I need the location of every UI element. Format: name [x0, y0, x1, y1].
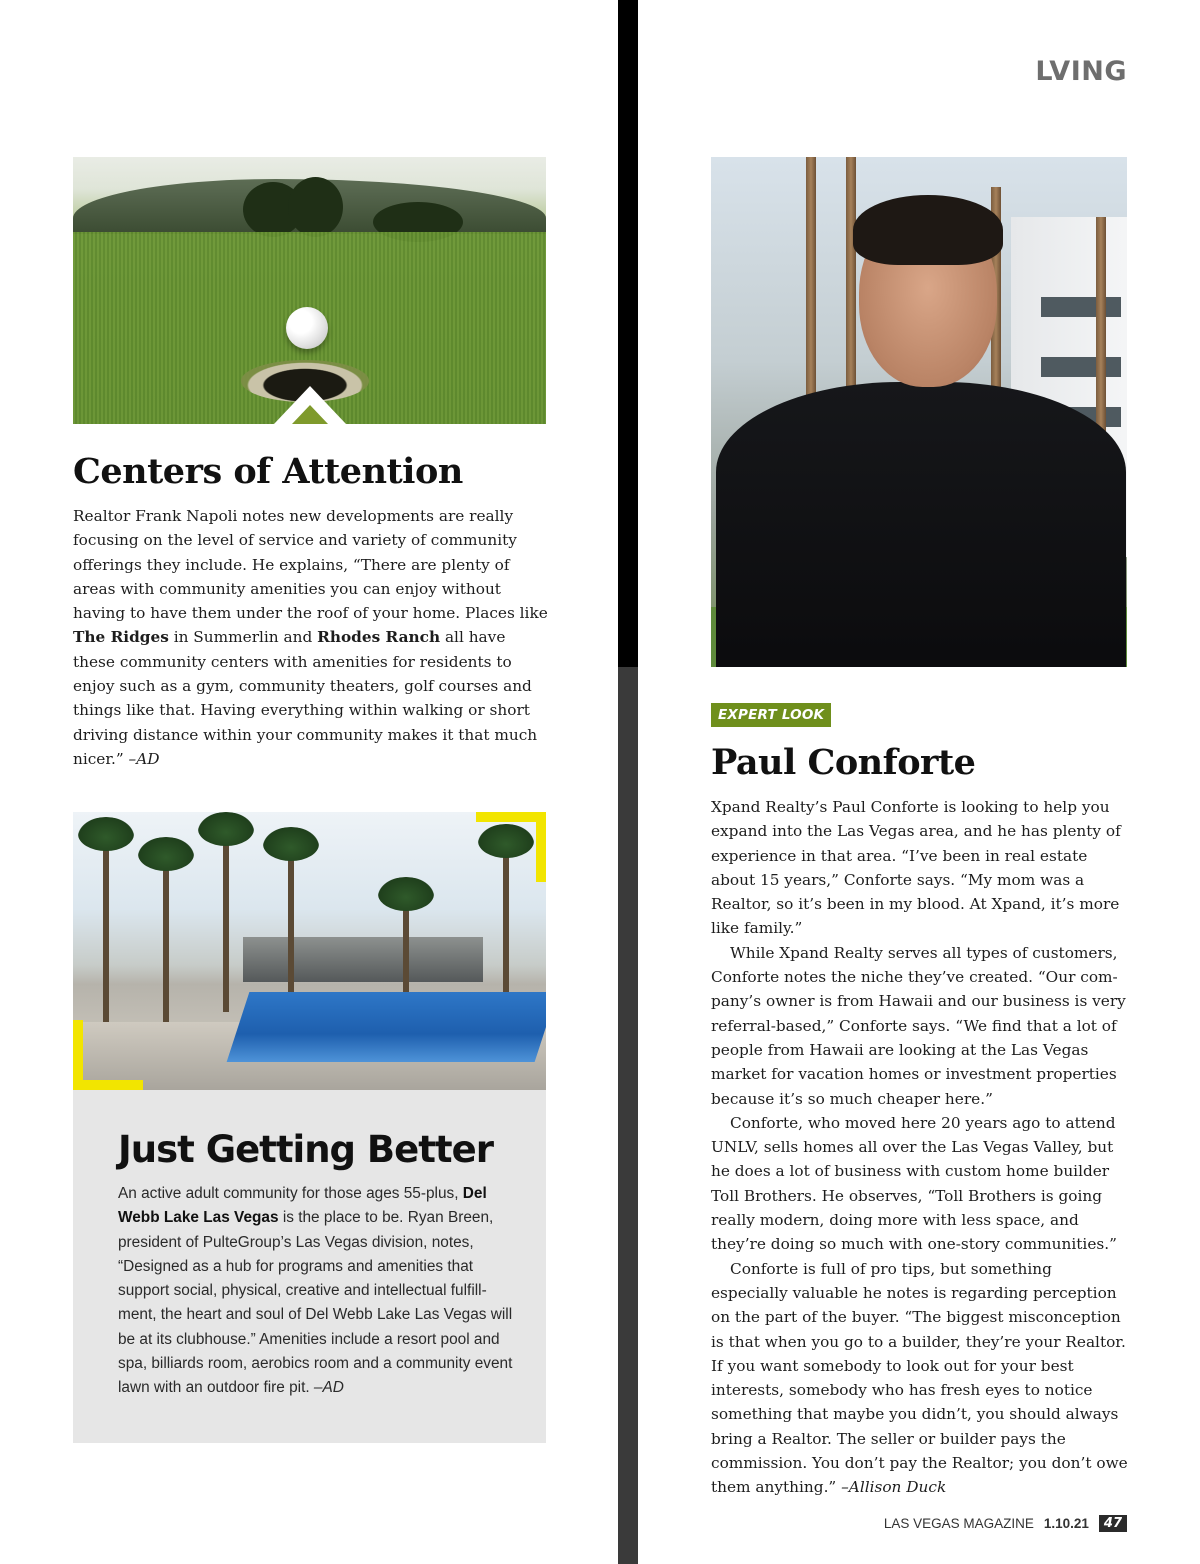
- yellow-corner-accent: [536, 812, 546, 882]
- resort-pool-photo: [73, 812, 546, 1090]
- photo-palm-frond: [378, 877, 434, 911]
- article-body-better: [118, 1182, 513, 1401]
- publication-name: LAS VEGAS MAGAZINE: [883, 1516, 1034, 1531]
- yellow-corner-accent: [73, 1080, 143, 1090]
- body-text: all have these community centers with amenities for residents to enjoy such as a gym, community theaters, golf courses and things like that. Having everything within walking or short driving distance within your community makes it that much nicer.”: [73, 628, 538, 768]
- author-initials: –AD: [128, 749, 160, 768]
- pool-water: [227, 992, 546, 1062]
- place-name-rhodes-ranch: Rhodes Ranch: [317, 628, 441, 647]
- article-title-centers: Centers of Attention: [73, 451, 463, 492]
- center-divider-top: [618, 0, 638, 667]
- photo-palm: [103, 832, 109, 1032]
- photo-window: [1041, 297, 1121, 317]
- body-text: An active adult community for those ages 55-plus,: [118, 1185, 463, 1202]
- photo-notch-accent: [292, 405, 328, 424]
- photo-palm: [503, 842, 509, 1002]
- photo-palm-frond: [263, 827, 319, 861]
- article-title-better: Just Getting Better: [118, 1128, 493, 1171]
- article-title-conforte: Paul Conforte: [711, 742, 976, 783]
- photo-palm: [163, 852, 169, 1022]
- paul-conforte-portrait: [711, 157, 1127, 667]
- photo-palm: [288, 842, 294, 992]
- photo-palm-frond: [198, 812, 254, 846]
- author-byline: –Allison Duck: [841, 1478, 947, 1497]
- body-text: Conforte is full of pro tips, but something especially valuable he notes is regarding perception on the part of the buyer. “The biggest misconception is that when you go to a builder, they’re your Realtor. If you want somebody to look out for your best interests, somebody who has fresh eyes to notice something that maybe you didn’t, you should always bring a Realtor. The seller or builder pays the commission. You don’t pay the Realtor; you don’t owe them anything.”: [711, 1259, 1128, 1497]
- page-footer: [884, 1515, 1127, 1532]
- photo-palm: [223, 822, 229, 1012]
- paragraph: Conforte, who moved here 20 years ago to attend UNLV, sells homes all over the Las Vegas Valley, but he does a lot of business with custom home builder Toll Brothers. He observes, “Toll Brothers is going really modern, doing more with less space, and they’re doing so much with one-story communities.”: [711, 1113, 1117, 1254]
- photo-window: [1041, 357, 1121, 377]
- article-body-centers: [73, 504, 551, 771]
- yellow-corner-accent: [476, 812, 546, 822]
- body-text: in Summerlin and: [168, 628, 318, 647]
- photo-clubhouse: [243, 937, 483, 982]
- paragraph: [711, 1257, 1129, 1500]
- issue-date: 1.10.21: [1043, 1516, 1089, 1531]
- article-body-conforte: [711, 795, 1129, 1500]
- paragraph: While Xpand Realty serves all types of customers, Conforte notes the niche they’ve created. “Our com-pany’s owner is from Hawaii and our business is very referral-based,” Conforte says. “We find that a lot of people from Hawaii are looking at the Las Vegas market for vacation homes or investment properties because it’s so much cheaper here.”: [711, 943, 1126, 1108]
- paragraph: Xpand Realty’s Paul Conforte is looking to help you expand into the Las Vegas area, and he has plenty of experience in that area. “I’ve been in real estate about 15 years,” Conforte says. “My mom was a Realtor, so it’s been in my blood. At Xpand, it’s more like family.”: [711, 798, 1121, 938]
- golf-ball: [286, 307, 328, 349]
- golf-ball-photo: [73, 157, 546, 424]
- page-number: 47: [1099, 1515, 1127, 1532]
- place-name-the-ridges: The Ridges: [73, 628, 169, 647]
- photo-palm-frond: [78, 817, 134, 851]
- place-name-del-webb: Del Webb Lake Las Vegas: [118, 1185, 487, 1227]
- photo-palm-frond: [138, 837, 194, 871]
- photo-tree: [288, 177, 343, 237]
- body-text: is the place to be. Ryan Breen, president of PulteGroup’s Las Vegas division, notes, “Designed as a hub for programs and amenities that support social, physical, creative and intellectual fulfill-ment, the heart and soul of Del Webb Lake Las Vegas will be at its clubhouse.” Amenities include a resort pool and spa, billiards room, aerobics room and a community event lawn with an outdoor fire pit.: [118, 1209, 513, 1397]
- author-initials: –AD: [313, 1379, 344, 1397]
- pool-scene: [73, 812, 546, 1090]
- body-text: Realtor Frank Napoli notes new developments are really focusing on the level of service and variety of community offerings they include. He explains, “There are plenty of areas with community amenities you can enjoy without having to have them under the roof of your home. Places like: [73, 507, 548, 623]
- section-label: LVING: [1035, 56, 1127, 87]
- photo-palm-frond: [478, 824, 534, 858]
- sidebar-box-just-getting-better: [73, 1090, 546, 1443]
- center-divider-bottom: [618, 667, 638, 1564]
- photo-person-suit: [716, 382, 1126, 667]
- photo-person-hair: [853, 195, 1003, 265]
- expert-look-tag: EXPERT LOOK: [711, 703, 831, 727]
